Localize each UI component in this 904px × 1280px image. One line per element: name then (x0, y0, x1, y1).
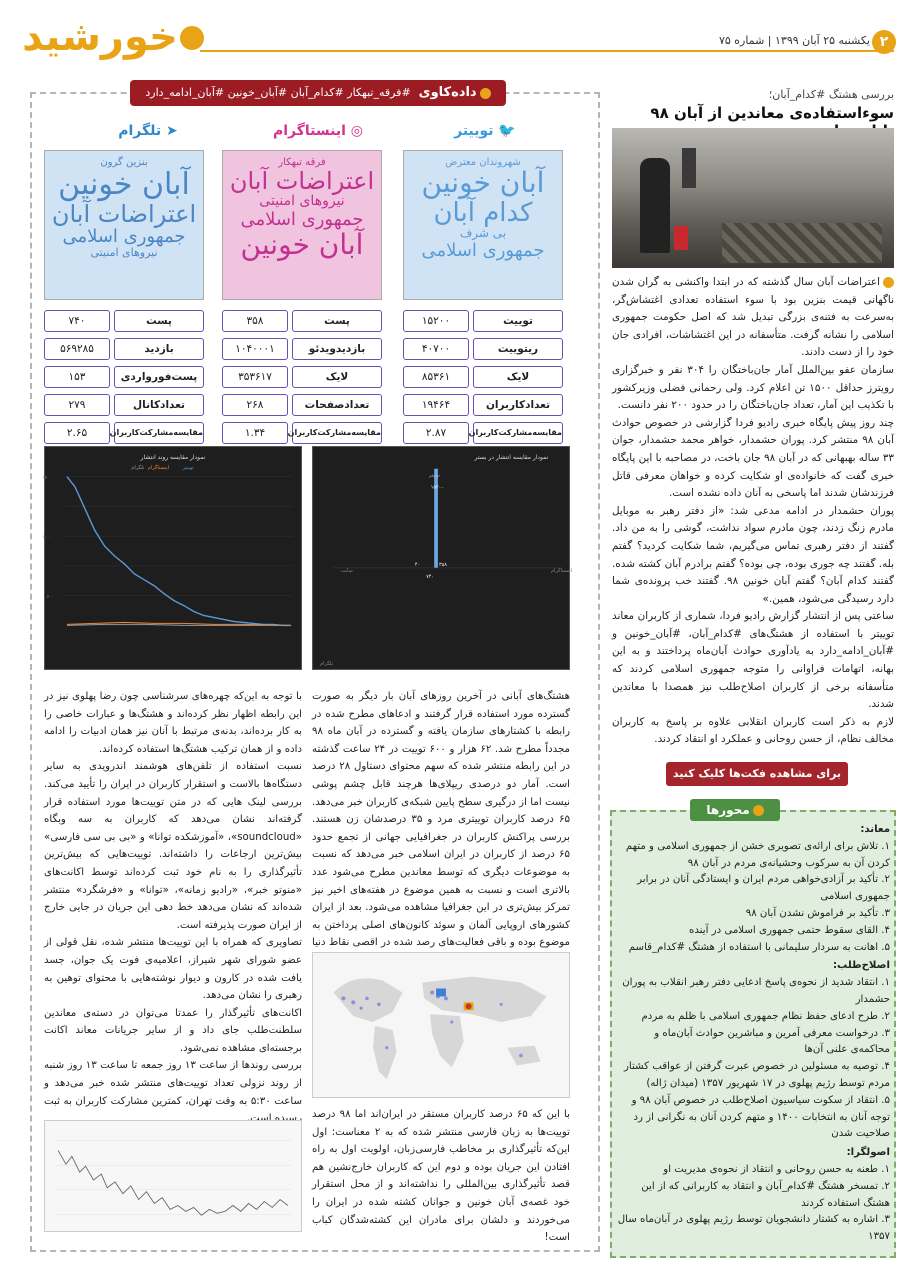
instagram-stats (222, 310, 382, 450)
telegram-wordcloud (44, 150, 204, 300)
hourly-trend-chart (44, 1120, 302, 1232)
legend-instagram: اینستاگرام (147, 464, 170, 471)
cloud-word: کدام آبان (433, 197, 533, 228)
article-body (612, 274, 894, 749)
value-twitter: ۱۵۲۰۰ (430, 484, 444, 491)
stat-row: لایک ۸۵۳۶۱ (403, 366, 563, 388)
cloud-word: نیروهای امنیتی (259, 193, 345, 210)
page-number: ۲ (872, 30, 896, 54)
analysis-paragraph: هشتگ‌های آبانی در آخرین روزهای آبان بار دیگر به صورت گسترده مورد استفاده قرار گرفتند و ادعاهای مطرح شده در رابطه با کشتارهای سازمان یافته و گسترده در آبان ماه ۹۸ مجدداً مطرح شد. ۶۲ هزار و ۶۰۰ توییت در ۲۴ ساعت گذشته در این رابطه منتشر شده که سهم محتوای دستاول ۲۸ درصد است. آمار دو درصدی ریپلای‌ها هرچند قابل چشم پوشی نیست اما از درگیری سطح پایین شبکه‌ی کاربران خبر می‌دهد. ۶۵ درصد کاربران توییتری مرد و ۳۵ درصدشان زن هستند. بررسی پراکنش کاربران در جغرافیایی جهانی از تجمع حدود ۶۵ درصد از کاربران در ایران اسلامی خبر می‌دهد که نسبت به موضوعات دیگری که توسط معاندین مطرح می‌شود عدد بالاتری است و نسبت به همین موضوع در هفته‌های اخیر نیز تمرکز بیش‌تری در این جغرافیا مشاهده می‌شود. بعد از ایران کشورهای اروپایی آلمان و سوئد کانون‌های اصلی پرداختن به موضوع بوده و باقی فعالیت‌های رصد شده در اقصی نقاط دنیا به ثبت رسیده است. (312, 691, 570, 966)
trend-line (58, 1150, 288, 1215)
section-heading: معاند: (860, 824, 890, 835)
cloud-word: بی شرف (459, 226, 507, 241)
article-headline: سوءاستفاده‌ی معاندین از آبان ۹۸ (650, 104, 894, 122)
telegram-stats (44, 310, 204, 450)
list-item: ۵. اهانت به سردار سلیمانی با استفاده از هشتگ #کدام_قاسم (628, 941, 890, 953)
list-item: ۱. طعنه به حسن روحانی و انتقاد از نحوه‌ی مدیریت او (663, 1163, 890, 1175)
stat-row: مقایسه‌مشارکت‌کاربران ۲.۶۵ (44, 422, 204, 444)
list-item: ۱. انتقاد شدید از نحوه‌ی پاسخ ادعایی دفتر رهبر انقلاب به پوران حشمدار (622, 977, 890, 1005)
stat-row: پست ۷۴۰ (44, 310, 204, 332)
cloud-word: آبان خونین (58, 167, 190, 202)
twitter-series-line (67, 477, 291, 626)
stat-row: لایک ۳۵۳۶۱۷ (222, 366, 382, 388)
stat-row: مقایسه‌مشارکت‌کاربران ۱.۳۴ (222, 422, 382, 444)
europe-cluster (436, 989, 446, 997)
legend-twitter: توییتر (182, 464, 194, 471)
cloud-word: اعتراضات آبان (229, 167, 375, 195)
value-telegram: ۷۴۰ (426, 573, 435, 580)
svg-text:۱۵۰۰: ۱۵۰۰ (42, 474, 52, 480)
conclusion-paragraph: با این که ۶۵ درصد کاربران مستقر در ایران‌اند اما ۹۸ درصد توییت‌ها به زبان فارسی منتشر شده که به ۲ معناست: اول این‌که تأثیرگذاری بر مخاطب فارسی‌زبان، اولویت اول به راه افتادن این جریان بوده و دوم این که کاربران خارج‌نشین هم قصد تأثیرگذاری بین‌المللی را نداشته‌اند و از محل استقرار خود غصه‌ی آبان خونین و جوانان کشته شده در ایران را می‌خوردند و دلشان برای مادران این کشته‌شدگان کباب است! (312, 1109, 570, 1244)
protest-photo (612, 128, 894, 268)
view-facts-button[interactable]: برای مشاهده فکت‌ها کلیک کنید (666, 762, 848, 786)
analysis-column (44, 688, 302, 1128)
world-user-map (312, 952, 570, 1098)
instagram-icon: ◎ (345, 123, 363, 139)
stat-row: ریتوییت ۴۰۷۰۰ (403, 338, 563, 360)
cloud-word: جمهوری اسلامی (421, 239, 545, 261)
issue-info: یکشنبه ۲۵ آبان ۱۳۹۹ | شماره ۷۵ (718, 34, 870, 47)
cloud-word: فرقه تبهکار (278, 157, 326, 168)
paragraph: نسبت استفاده از تلفن‌های هوشمند اندرویدی به سایر دستگاه‌ها بالاست و استقرار کاربران در ایران را تأیید می‌کند. بررسی لینک هایی که در متن توییت‌ها مورد استفاده قرار گرفته‌اند نشان می‌دهد که کاربران به سه وبگاه «soundcloud»، «آموزشکده توانا» و «بی بی سی فارسی» بیش‌ترین ارجاعات را داشته‌اند. توییت‌هایی که بیش‌ترین تأثیرگذاری را به نام خود ثبت کرده‌اند توسط اکانت‌های «منوتو خبر»، «رادیو زمانه»، «توانا» و «فرشگرد» منتشر شده‌اند که نشان می‌دهد خط دهی این جریان در جایی خارج از ایران صورت پذیرفته است. (44, 761, 302, 931)
paragraph: چند روز پیش پایگاه خبری رادیو فردا گزارشی در خصوص حوادث آبان ۹۸ منتشر کرد. پوران حشمدار، خواهر محمد حشمدار، جوان ۳۳ ساله بهبهانی که در آبان ۹۸ جان باخت، در مصاحبه با این پایگاه خبری گفت که خانواده‌ی او شکایت کرده و خواهان معرفی قاتل فرزندشان شدند اما پاسخی به آنان داده نشده است. (612, 416, 894, 500)
list-item: ۳. درخواست معرفی آمرین و مباشرین حوادث آبان‌ماه و محاکمه‌ی علنی آن‌ها (654, 1027, 890, 1056)
paragraph: اکانت‌های تأثیرگذار را عمدتا می‌توان در دسته‌ی معاندین سلطنت‌طلب جای داد و از سایر جریانات معاند اکانت برجسته‌ای مشاهده نمی‌شود. (44, 1007, 302, 1054)
paragraph: لازم به ذکر است کاربران انقلابی علاوه بر پاسخ به کاربران مخالف نظام، از حسن روحانی و عملکرد او انتقاد کردند. (612, 715, 894, 746)
paragraph: با توجه به این‌که چهره‌های سرشناسی چون رضا پهلوی نیز در این رابطه اظهار نظر کرده‌اند و هشتگ‌ها و عبارات خاصی را به کار برده‌اند، بدنه‌ی مرتبط با آنان نیز همان ادبیات را ادامه داده و از همان ترکیب هشتگ‌ها استفاده کرده‌اند. (44, 691, 302, 755)
label-instagram: اینستاگرام (551, 567, 573, 574)
stat-row: پست ۳۵۸ (222, 310, 382, 332)
section-heading: اصولگرا: (846, 1147, 890, 1159)
cloud-word: بنزین گرون (100, 157, 148, 168)
list-item: ۱. تلاش برای ارائه‌ی تصویری خشن از جمهوری اسلامی و متهم کردن آن به سرکوب وحشیانه‌ی مردم در آبان ۹۸ (625, 840, 890, 869)
platform-comparison-chart (312, 446, 573, 670)
list-item: ۲. تمسخر هشتگ #کدام_آبان و انتقاد به کاربرانی که از این هشتگ استفاده کردند (641, 1180, 890, 1209)
value-site: ۴۰ (414, 561, 421, 568)
paragraph: سازمان عفو بین‌الملل آمار جان‌باختگان را ۳۰۴ نفر و خبرگزاری رویترز حداقل ۱۵۰۰ تن اعلام کرد. ولی رحمانی فضلی وزیرکشور با تکذیب این آمار، تعداد جان‌باختگان را در حدود ۲۰۰ نفر دانست. (612, 363, 894, 412)
twitter-header: 🐦 توییتر (454, 123, 516, 139)
label-telegram: تلگرام (320, 661, 333, 668)
list-item: ۴. القای سقوط حتمی جمهوری اسلامی در آینده (689, 924, 890, 936)
sun-bullet-icon (883, 277, 894, 288)
cloud-word: نیروهای امنیتی (90, 246, 158, 260)
section-heading: اصلاح‌طلب: (832, 960, 890, 972)
stat-row: تعدادکانال ۲۷۹ (44, 394, 204, 416)
instagram-header: ◎ اینستاگرام (273, 123, 363, 139)
list-item: ۲. طرح ادعای حفظ نظام جمهوری اسلامی با ظلم به مردم (641, 1010, 890, 1022)
cloud-word: شهروندان معترض (445, 157, 521, 168)
svg-text:۱۰۰۰: ۱۰۰۰ (42, 534, 52, 540)
paragraph: ساعتی پس از انتشار گزارش رادیو فردا، شماری از کاربران معاند توییتر با استفاده از هشتگ‌های #کدام_آبان، #آبان_خونین و #آبان_ادامه_دارد به یادآوری حوادث آبان‌ماه پرداختند و به این بهانه، اتهامات فراوانی را متوجه جمهوری اسلامی کردند که متأسفانه برخی از کاربران اصلاح‌طلب نیز همصدا با معاندین شدند. (612, 610, 894, 711)
stat-row: بازدیدویدئو ۱۰۴۰۰۰۱ (222, 338, 382, 360)
stat-row: مقایسه‌مشارکت‌کاربران ۲.۸۷ (403, 422, 563, 444)
datakavi-title: داده‌کاوی (418, 85, 477, 100)
stat-row: تعداد‌کاربران ۱۹۴۶۴ (403, 394, 563, 416)
axes-content (616, 820, 890, 1246)
stat-row: بازدید ۵۶۹۲۸۵ (44, 338, 204, 360)
instagram-wordcloud (222, 150, 382, 300)
svg-text:۵۰۰: ۵۰۰ (46, 593, 54, 599)
newspaper-logo[interactable]: خورشید (22, 14, 178, 60)
paragraph: پوران حشمدار در ادامه مدعی شد: «از دفتر رهبر به موبایل مادرم زنگ زدند، چون مادرم سواد نداشت، گوشی را به من داد. گفتند از دفتر رهبری تماس می‌گیریم، شما شکایت کردید؟ گفتم بله. گفتند چه جوری بوده، چی بوده؟ گفتم برادرم آبان کشته شده. گفتند کدام آبان؟ گفتم آبان خونین ۹۸. گفتند خب پرونده‌ی شما دارد رسیدگی می‌شود، همین.» (612, 504, 894, 605)
label-twitter: توییتر (428, 472, 441, 479)
cloud-word: آبان خونین (421, 166, 545, 199)
datakavi-banner (130, 80, 506, 106)
twitter-icon: 🐦 (493, 123, 516, 139)
paragraph: اعتراضات آبان سال گذشته که در ابتدا واکنشی به گران شدن ناگهانی قیمت بنزین بود با سوء استفاده تعدادی اغتشاش‌گر، به‌سرعت به فتنه‌ی بزرگی تبدیل شد که اصل حکومت جمهوری اسلامی را نشانه گرفت. متأسفانه در این اغتشاشات، افرادی جان خود را از دست دادند. (612, 276, 894, 359)
telegram-icon: ➤ (161, 123, 178, 139)
cloud-word: جمهوری اسلامی (62, 226, 186, 248)
chart-title: نمودار مقایسه انتشار در بستر (474, 453, 549, 461)
list-item: ۳. تأکید بر فراموش نشدن آبان ۹۸ (745, 907, 890, 919)
svg-text:۰: ۰ (54, 623, 58, 629)
twitter-wordcloud (403, 150, 563, 300)
list-item: ۵. انتقاد از سکوت سیاسیون اصلاح‌طلب در خصوص آبان ۹۸ و توجه آنان به انتخابات ۱۴۰۰ و متهم کردن آنان به نگرانی از رد صلاحیت شدن (631, 1094, 890, 1140)
article-kicker: بررسی هشتگ #کدام_آبان؛ (768, 88, 894, 101)
list-item: ۴. توصیه به مسئولین در خصوص عبرت گرفتن از عواقب کشتار مردم توسط رژیم پهلوی در ۱۷ شهریور ۱۳۵۷ (میدان ژاله) (623, 1061, 890, 1089)
sun-icon (480, 88, 491, 99)
stat-row: تعدادصفحات ۲۶۸ (222, 394, 382, 416)
cloud-word: جمهوری اسلامی (240, 208, 364, 230)
stat-row: توییت ۱۵۲۰۰ (403, 310, 563, 332)
telegram-header: ➤ تلگرام (118, 123, 178, 139)
cloud-word: آبان خونین (240, 227, 364, 261)
paragraph: تصاویری که همراه با این توییت‌ها منتشر شده، نقل قولی از عضو شورای شهر شیراز، اعلامیه‌ی فوت یک جوان، جسد یافت شده در کارون و دیوار نوشته‌هایی با محتوای توهین به رهبری را نشان می‌دهد. (44, 937, 302, 1002)
list-item: ۲. تأکید بر آزادی‌خواهی مردم ایران و ایستادگی آنان در برابر جمهوری اسلامی (637, 874, 890, 903)
axes-title: محورها (690, 799, 780, 821)
value-instagram: ۳۵۸ (438, 561, 447, 568)
legend-telegram: تلگرام (131, 464, 145, 471)
sun-icon (180, 26, 204, 50)
label-site: سایت (340, 567, 353, 574)
paragraph: بررسی روندها از ساعت ۱۳ روز جمعه تا ساعت ۱۳ روز شنبه از روند نزولی تعداد توییت‌های منتشر شده خبر می‌دهد و ساعت ۵:۳۰ به وقت تهران، کمترین مشارکت کاربران به ثبت رسیده است. (44, 1060, 302, 1125)
twitter-stats (403, 310, 563, 450)
trend-comparison-chart (44, 446, 302, 670)
hashtag-list: #فرقه_تبهکار #کدام_آبان #آبان_خونین #آبان_ادامه_دارد (145, 86, 411, 99)
sun-icon (753, 805, 764, 816)
cloud-word: اعتراضات آبان (51, 200, 197, 228)
stat-row: پست‌فورواردی ۱۵۳ (44, 366, 204, 388)
chart-title: نمودار مقایسه روند انتشار (140, 453, 206, 461)
list-item: ۳. اشاره به کشتار دانشجویان توسط رژیم پهلوی در آبان‌ماه سال ۱۳۵۷ (617, 1214, 890, 1243)
